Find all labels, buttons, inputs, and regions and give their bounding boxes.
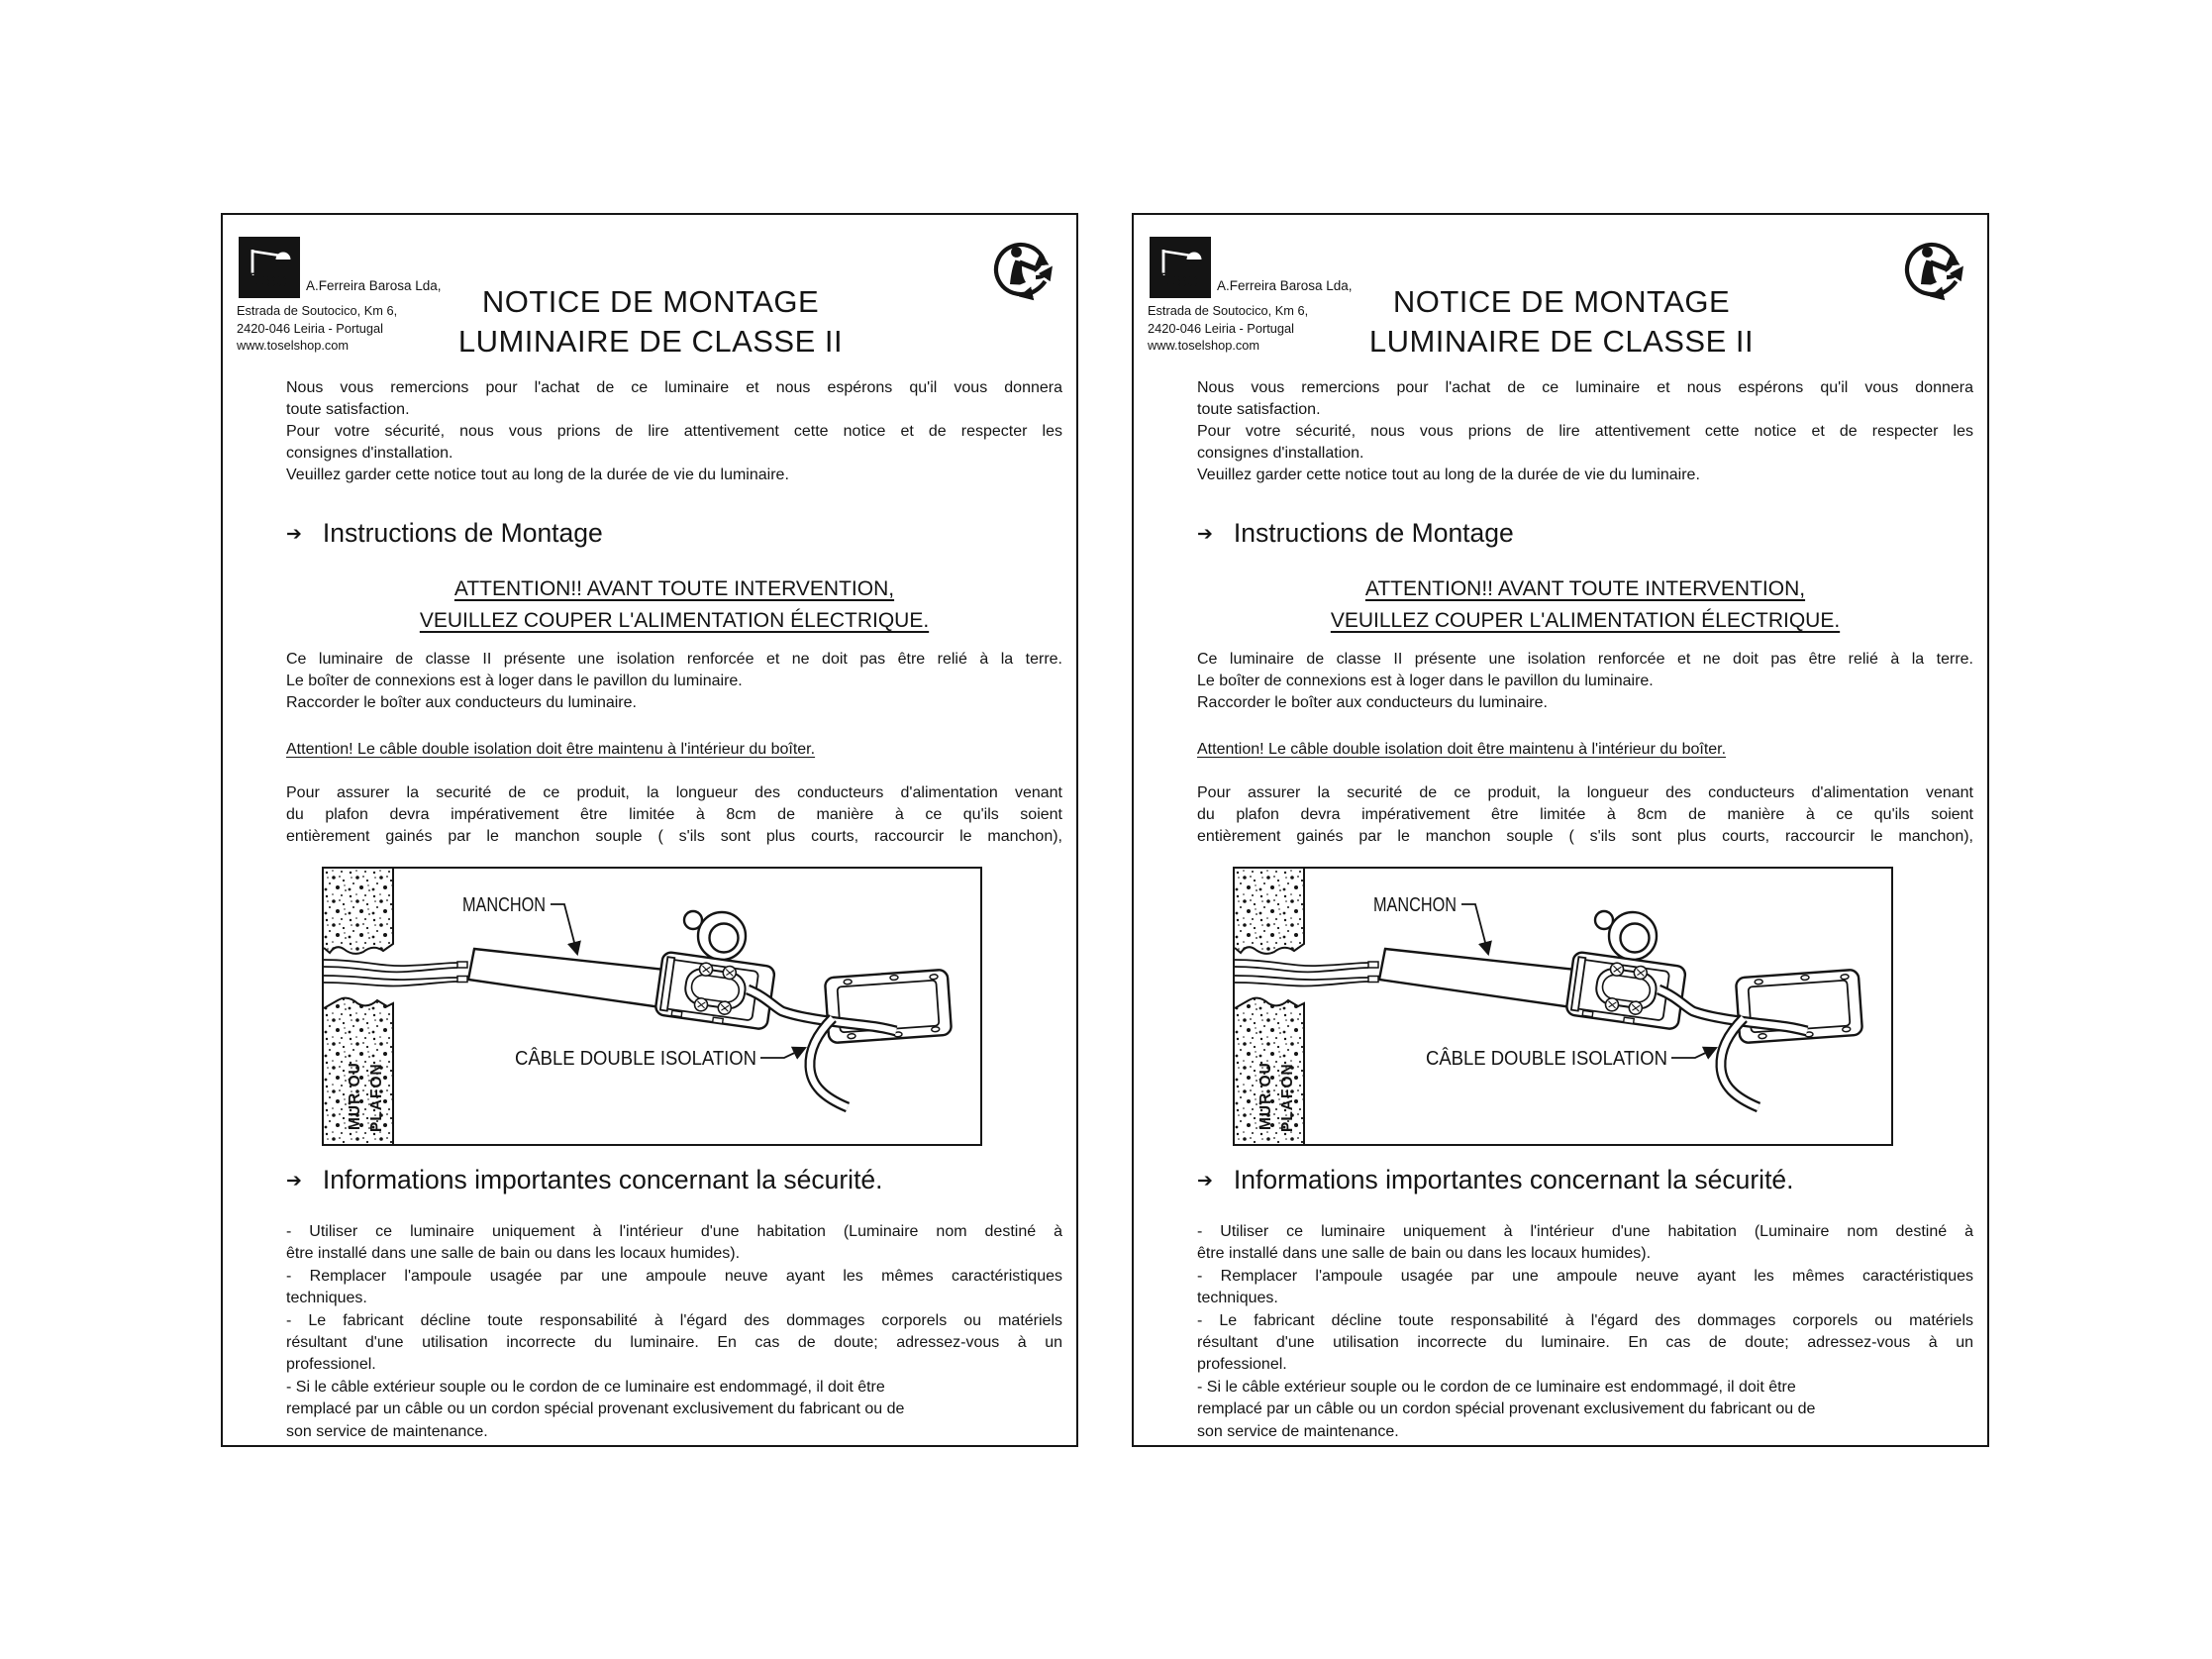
safety-line: professionel. [1197, 1356, 1287, 1374]
wall-label-line1: MUR OU [347, 1062, 363, 1130]
company-address-line1: Estrada de Soutocico, Km 6, [1148, 303, 1309, 318]
company-website: www.toselshop.com [237, 338, 350, 353]
ring-eyelet [684, 911, 702, 929]
section-heading-securite [1197, 1165, 1794, 1195]
montage-line: Pour assurer la securité de ce produit, la longueur des conducteurs d'alimentation venant [286, 784, 1062, 801]
montage-line: Le boîter de connexions est à loger dans le pavillon du luminaire. [286, 673, 743, 689]
document-title [355, 282, 946, 362]
triman-person-head [1922, 247, 1933, 258]
warning-line: ATTENTION!! AVANT TOUTE INTERVENTION, [1364, 577, 1806, 600]
document-title-line1: NOTICE DE MONTAGE [1392, 284, 1731, 319]
installation-diagram-drawing [1235, 869, 1891, 1144]
triman-recycling-icon [1904, 238, 1967, 303]
wall-label-line2: PLAFON [1279, 1063, 1296, 1132]
installation-diagram [1233, 867, 1893, 1146]
logo-brand-text: Tosel [246, 270, 292, 291]
triman-arrows [1023, 256, 1051, 296]
company-name: A.Ferreira Barosa Lda, [1217, 278, 1353, 293]
montage-line: Ce luminaire de classe II présente une isolation renforcée et ne doit pas être relié à la terre. [1197, 651, 1973, 668]
cable-label: CÂBLE DOUBLE ISOLATION [1426, 1048, 1688, 1070]
safety-line: remplacé par un câble ou un cordon spécial provenant exclusivement du fabricant ou de [286, 1400, 905, 1418]
wire-tip [457, 962, 467, 968]
installation-diagram [322, 867, 982, 1146]
montage-line: Le boîter de connexions est à loger dans le pavillon du luminaire. [1197, 673, 1654, 689]
intro-line: consignes d'installation. [286, 445, 453, 462]
safety-line: techniques. [286, 1290, 367, 1307]
tosel-logo [239, 237, 300, 298]
cable-leader-arrow [1671, 1048, 1716, 1058]
montage-line: Ce luminaire de classe II présente une isolation renforcée et ne doit pas être relié à la terre. [286, 651, 1062, 668]
safety-line: résultant d'une utilisation incorrecte du luminaire. En cas de doute; adressez-vous à un [1197, 1334, 1973, 1352]
document-title-line2: LUMINAIRE DE CLASSE II [457, 324, 844, 359]
attention-note [1197, 739, 1973, 761]
safety-line: - Si le câble extérieur souple ou le cordon de ce luminaire est endommagé, il doit être [286, 1378, 885, 1396]
arrow-bullet-icon: ➔ [286, 1171, 302, 1192]
montage-paragraph-2 [1197, 782, 1973, 848]
triman-arrows [1934, 256, 1961, 296]
hanging-ring [1595, 911, 1657, 960]
safety-line: être installé dans une salle de bain ou dans les locaux humides). [1197, 1245, 1652, 1263]
intro-line: Nous vous remercions pour l'achat de ce luminaire et nous espérons qu'il vous donnera [286, 379, 1062, 396]
box-tab [713, 1017, 724, 1023]
box-tab [1624, 1017, 1635, 1023]
intro-line: Pour votre sécurité, nous vous prions de lire attentivement cette notice et de respecter les [1197, 423, 1973, 440]
attention-note-text: Attention! Le câble double isolation doit être maintenu à l'intérieur du boîter. [286, 741, 816, 758]
document-title-line1: NOTICE DE MONTAGE [481, 284, 820, 319]
arrow-bullet-icon: ➔ [1197, 1171, 1213, 1192]
intro-paragraph [286, 377, 1062, 486]
wire-tip [1368, 977, 1378, 983]
company-address-line2: 2420-046 Leiria - Portugal [1148, 320, 1294, 336]
safety-line: - Utiliser ce luminaire uniquement à l'intérieur d'une habitation (Luminaire nom destiné à [1197, 1223, 1973, 1240]
safety-line: professionel. [286, 1356, 376, 1374]
intro-line: Pour votre sécurité, nous vous prions de lire attentivement cette notice et de respecter les [286, 423, 1062, 440]
montage-line: Raccorder le boîter aux conducteurs du luminaire. [1197, 694, 1548, 711]
installation-diagram-drawing [324, 869, 980, 1144]
montage-paragraph-1 [1197, 649, 1973, 714]
montage-line: entièrement gainés par le manchon souple ( s'ils sont plus courts, raccourcir le manchon), [286, 828, 1062, 845]
safety-instructions [286, 1221, 1062, 1443]
document-title-line2: LUMINAIRE DE CLASSE II [1368, 324, 1755, 359]
safety-instructions [1197, 1221, 1973, 1443]
box-tab [1582, 1010, 1593, 1016]
warning-line: ATTENTION!! AVANT TOUTE INTERVENTION, [453, 577, 895, 600]
warning-line: VEUILLEZ COUPER L'ALIMENTATION ÉLECTRIQUE. [419, 609, 930, 632]
warning-banner [1197, 573, 1973, 637]
safety-line: - Utiliser ce luminaire uniquement à l'intérieur d'une habitation (Luminaire nom destiné à [286, 1223, 1062, 1240]
montage-line: entièrement gainés par le manchon souple ( s'ils sont plus courts, raccourcir le manchon), [1197, 828, 1973, 845]
warning-banner [286, 573, 1062, 637]
wire-tip [1368, 962, 1378, 968]
safety-line: son service de maintenance. [286, 1422, 488, 1440]
section-heading-securite-label: Informations importantes concernant la sécurité. [1233, 1165, 1794, 1194]
page-header [1148, 233, 1975, 371]
safety-line: - Remplacer l'ampoule usagée par une ampoule neuve ayant les mêmes caractéristiques [1197, 1267, 1973, 1285]
section-heading-securite-label: Informations importantes concernant la sécurité. [322, 1165, 883, 1194]
safety-line: - Remplacer l'ampoule usagée par une ampoule neuve ayant les mêmes caractéristiques [286, 1267, 1062, 1285]
warning-line: VEUILLEZ COUPER L'ALIMENTATION ÉLECTRIQUE. [1330, 609, 1841, 632]
section-heading-montage [1197, 518, 1514, 549]
cable-label: CÂBLE DOUBLE ISOLATION [515, 1048, 777, 1070]
montage-line: du plafon devra impérativement être limitée à 8cm de manière à ce qu'ils soient [286, 806, 1062, 823]
montage-line: du plafon devra impérativement être limitée à 8cm de manière à ce qu'ils soient [1197, 806, 1973, 823]
document-title [1266, 282, 1857, 362]
wall-label-line2: PLAFON [368, 1063, 385, 1132]
intro-line: toute satisfaction. [286, 401, 410, 418]
company-address-line2: 2420-046 Leiria - Portugal [237, 320, 383, 336]
company-name: A.Ferreira Barosa Lda, [306, 278, 442, 293]
intro-line: Nous vous remercions pour l'achat de ce luminaire et nous espérons qu'il vous donnera [1197, 379, 1973, 396]
page-header [237, 233, 1064, 371]
cable-leader-arrow [760, 1048, 805, 1058]
company-website: www.toselshop.com [1148, 338, 1260, 353]
section-heading-montage-label: Instructions de Montage [1233, 518, 1514, 548]
manchon-leader-arrow [551, 904, 577, 954]
attention-note-text: Attention! Le câble double isolation doit être maintenu à l'intérieur du boîter. [1197, 741, 1727, 758]
notice-page-left [221, 213, 1078, 1447]
wire-tip [457, 977, 467, 983]
manchon-sleeve [1379, 949, 1576, 1007]
hanging-ring [684, 911, 746, 960]
safety-line: - Le fabricant décline toute responsabilité à l'égard des dommages corporels ou matériels [286, 1311, 1062, 1329]
manchon-label: MANCHON [462, 894, 546, 916]
intro-line: consignes d'installation. [1197, 445, 1364, 462]
intro-line: Veuillez garder cette notice tout au long de la durée de vie du luminaire. [1197, 467, 1700, 483]
section-heading-montage [286, 518, 603, 549]
box-tab [671, 1010, 682, 1016]
notice-page-right [1132, 213, 1989, 1447]
section-heading-securite [286, 1165, 883, 1195]
attention-note [286, 739, 1062, 761]
safety-line: - Si le câble extérieur souple ou le cordon de ce luminaire est endommagé, il doit être [1197, 1378, 1796, 1396]
arrow-bullet-icon: ➔ [286, 524, 302, 545]
triman-circle [1904, 238, 1963, 300]
tosel-logo [1150, 237, 1211, 298]
company-address-line1: Estrada de Soutocico, Km 6, [237, 303, 398, 318]
ring-eyelet [1595, 911, 1613, 929]
safety-line: - Le fabricant décline toute responsabilité à l'égard des dommages corporels ou matériels [1197, 1311, 1973, 1329]
wall-label-line1: MUR OU [1257, 1062, 1274, 1130]
logo-brand-text: Tosel [1156, 270, 1203, 291]
intro-line: toute satisfaction. [1197, 401, 1321, 418]
triman-circle [993, 238, 1053, 300]
arrow-bullet-icon: ➔ [1197, 524, 1213, 545]
section-heading-montage-label: Instructions de Montage [322, 518, 603, 548]
safety-line: être installé dans une salle de bain ou dans les locaux humides). [286, 1245, 741, 1263]
montage-line: Raccorder le boîter aux conducteurs du luminaire. [286, 694, 637, 711]
safety-line: techniques. [1197, 1290, 1278, 1307]
triman-recycling-icon [993, 238, 1056, 303]
intro-paragraph [1197, 377, 1973, 486]
montage-paragraph-1 [286, 649, 1062, 714]
montage-line: Pour assurer la securité de ce produit, la longueur des conducteurs d'alimentation venant [1197, 784, 1973, 801]
triman-person-head [1011, 247, 1022, 258]
intro-line: Veuillez garder cette notice tout au long de la durée de vie du luminaire. [286, 467, 789, 483]
safety-line: son service de maintenance. [1197, 1422, 1399, 1440]
safety-line: remplacé par un câble ou un cordon spécial provenant exclusivement du fabricant ou de [1197, 1400, 1816, 1418]
supply-wires [1235, 960, 1378, 985]
manchon-label: MANCHON [1373, 894, 1457, 916]
manchon-leader-arrow [1461, 904, 1488, 954]
manchon-sleeve [468, 949, 665, 1007]
safety-line: résultant d'une utilisation incorrecte du luminaire. En cas de doute; adressez-vous à un [286, 1334, 1062, 1352]
montage-paragraph-2 [286, 782, 1062, 848]
supply-wires [324, 960, 467, 985]
